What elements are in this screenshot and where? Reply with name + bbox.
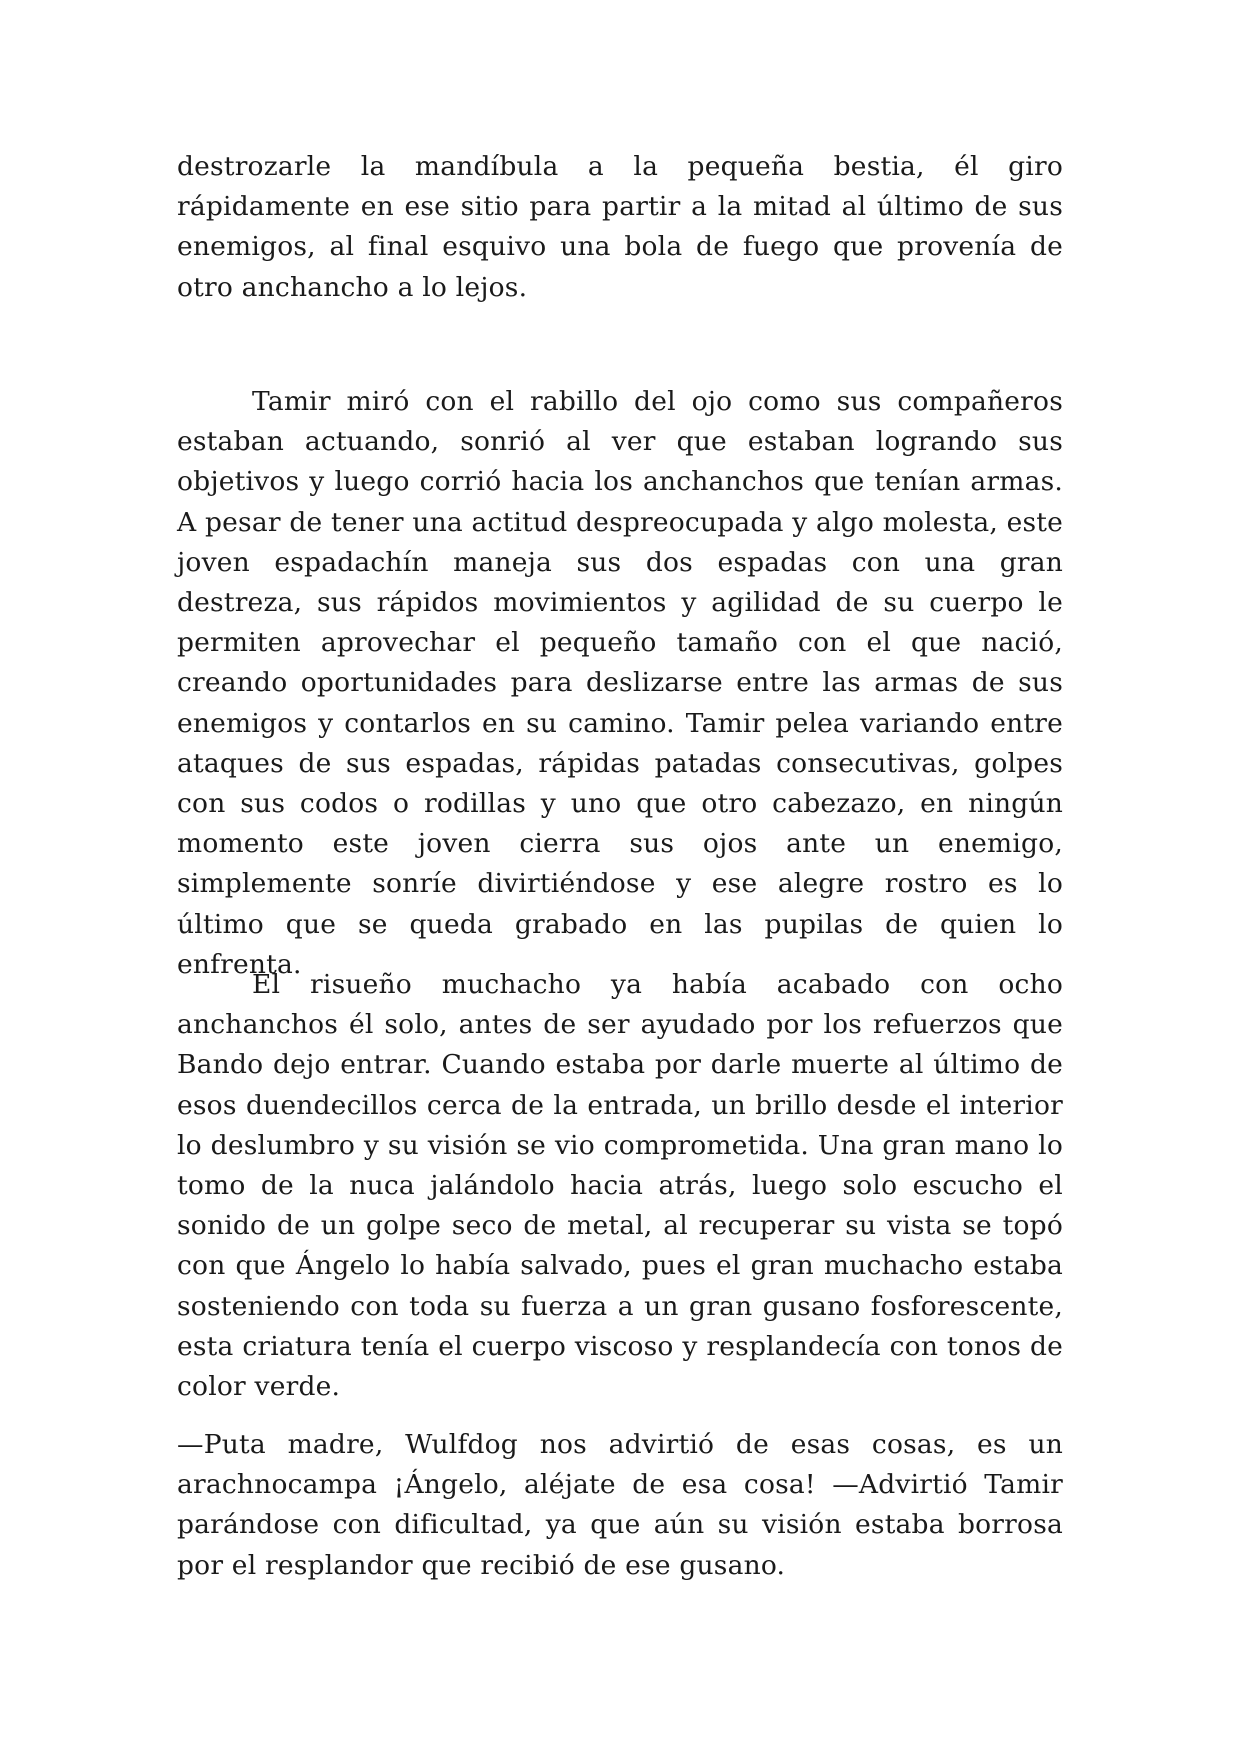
paragraph-dialogue [177,1425,1063,1586]
paragraph-2-text: Tamir miró con el rabillo del ojo como sus compañeros estaban actuando, sonrió al ver que estaban logrando sus objetivos y luego corrió hacia los anchanchos que tenían armas. A pesar de tener una actitud despreocupada y algo molesta, este joven espadachín maneja sus dos espadas con una gran destreza, sus rápidos movimientos y agilidad de su cuerpo le permiten aprovechar el pequeño tamaño con el que nació, creando oportunidades para deslizarse entre las armas de sus enemigos y contarlos en su camino. Tamir pelea variando entre ataques de sus espadas, rápidas patadas consecutivas, golpes con sus codos o rodillas y uno que otro cabezazo, en ningún momento este joven cierra sus ojos ante un enemigo, simplemente sonríe divirtiéndose y ese alegre rostro es lo último que se queda grabado en las pupilas de quien lo enfrenta. [177,386,1063,980]
paragraph-glowworm-attack [177,965,1063,1407]
paragraph-continuation [177,147,1063,308]
paragraph-tamir-observes [177,382,1063,985]
paragraph-4-text: —Puta madre, Wulfdog nos advirtió de esas cosas, es un arachnocampa ¡Ángelo, aléjate de esa cosa! —Advirtió Tamir parándose con dificultad, ya que aún su visión estaba borrosa por el resplandor que recibió de ese gusano. [177,1429,1063,1581]
paragraph-3-text: El risueño muchacho ya había acabado con ocho anchanchos él solo, antes de ser ayudado por los refuerzos que Bando dejo entrar. Cuando estaba por darle muerte al último de esos duendecillos cerca de la entrada, un brillo desde el interior lo deslumbro y su visión se vio comprometida. Una gran mano lo tomo de la nuca jalándolo hacia atrás, luego solo escucho el sonido de un golpe seco de metal, al recuperar su vista se topó con que Ángelo lo había salvado, pues el gran muchacho estaba sosteniendo con toda su fuerza a un gran gusano fosforescente, esta criatura tenía el cuerpo viscoso y resplandecía con tonos de color verde. [177,969,1063,1403]
paragraph-1-text: destrozarle la mandíbula a la pequeña bestia, él giro rápidamente en ese sitio para partir a la mitad al último de sus enemigos, al final esquivo una bola de fuego que provenía de otro anchancho a lo lejos. [177,151,1063,303]
